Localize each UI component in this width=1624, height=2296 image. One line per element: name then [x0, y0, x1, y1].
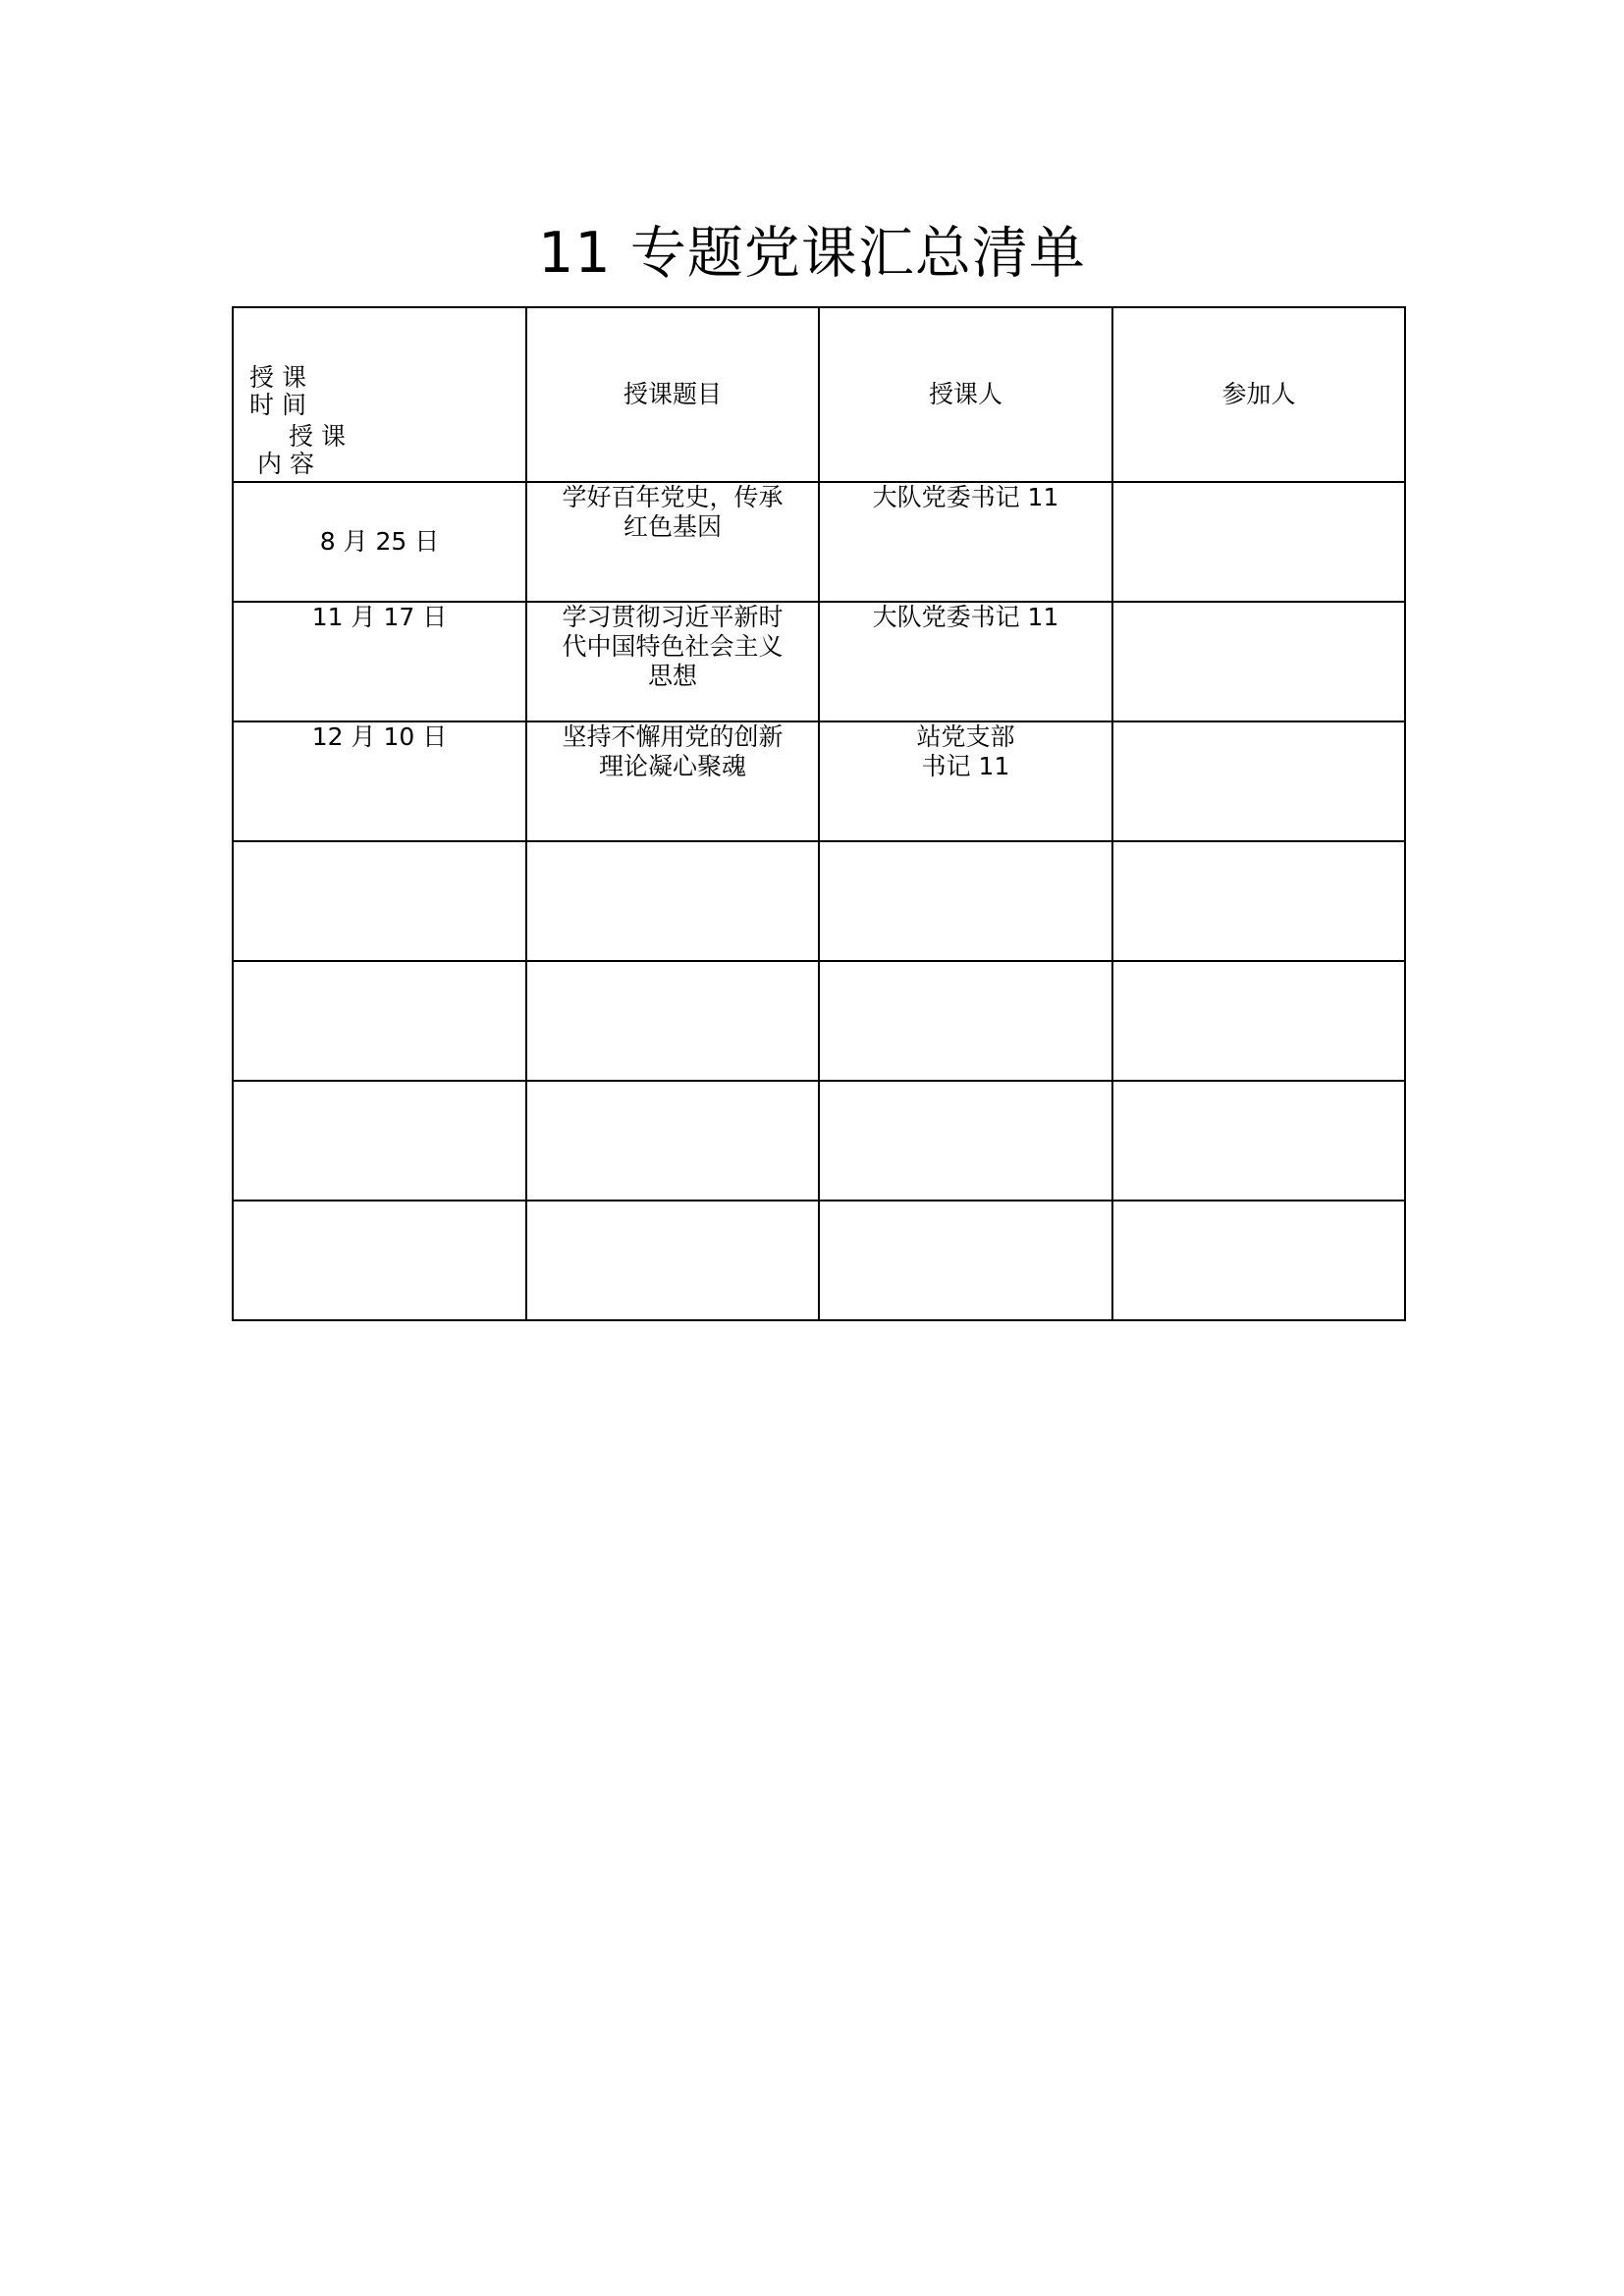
teacher-cell [819, 1201, 1112, 1320]
corner-label-line4: 内 容 [257, 450, 314, 478]
teacher-cell [819, 1081, 1112, 1201]
table-row [233, 1201, 1405, 1320]
teacher-cell: 大队党委书记 11 [819, 482, 1112, 602]
participants-cell [1112, 602, 1405, 721]
topic-cell [526, 1081, 819, 1201]
header-participants [1112, 307, 1405, 482]
participants-cell [1112, 961, 1405, 1081]
table-row [233, 602, 1405, 721]
date-cell [233, 1201, 526, 1320]
participants-cell [1112, 1081, 1405, 1201]
topic-cell: 学习贯彻习近平新时 代中国特色社会主义 思想 [526, 602, 819, 721]
corner-label-line2: 时 间 [249, 391, 306, 419]
table-row [233, 841, 1405, 961]
date-cell: 8 月 25 日 [233, 482, 526, 602]
header-teacher [819, 307, 1112, 482]
table-row [233, 721, 1405, 841]
corner-label-line1: 授 课 [249, 363, 306, 392]
participants-cell [1112, 482, 1405, 602]
topic-cell: 坚持不懈用党的创新 理论凝心聚魂 [526, 721, 819, 841]
header-topic [526, 307, 819, 482]
participants-cell [1112, 721, 1405, 841]
teacher-cell [819, 841, 1112, 961]
page-title: 11 专题党课汇总清单 [538, 221, 1086, 286]
topic-cell [526, 961, 819, 1081]
date-cell: 12 月 10 日 [233, 721, 526, 841]
date-cell [233, 841, 526, 961]
date-cell [233, 1081, 526, 1201]
corner-header-cell [233, 307, 526, 482]
teacher-cell [819, 961, 1112, 1081]
course-summary-table [232, 306, 1406, 1321]
date-cell [233, 961, 526, 1081]
topic-cell [526, 841, 819, 961]
table-row [233, 961, 1405, 1081]
topic-cell: 学好百年党史，传承 红色基因 [526, 482, 819, 602]
date-cell: 11 月 17 日 [233, 602, 526, 721]
participants-cell [1112, 1201, 1405, 1320]
table-row [233, 1081, 1405, 1201]
participants-cell [1112, 841, 1405, 961]
header-participants-label: 参加人 [1221, 380, 1296, 408]
table-header-row [233, 307, 1405, 482]
header-teacher-label: 授课人 [928, 380, 1002, 408]
table-row [233, 482, 1405, 602]
header-topic-label: 授课题目 [623, 380, 722, 408]
teacher-cell: 大队党委书记 11 [819, 602, 1112, 721]
corner-label-line3: 授 课 [289, 422, 346, 451]
topic-cell [526, 1201, 819, 1320]
teacher-cell: 站党支部 书记 11 [819, 721, 1112, 841]
